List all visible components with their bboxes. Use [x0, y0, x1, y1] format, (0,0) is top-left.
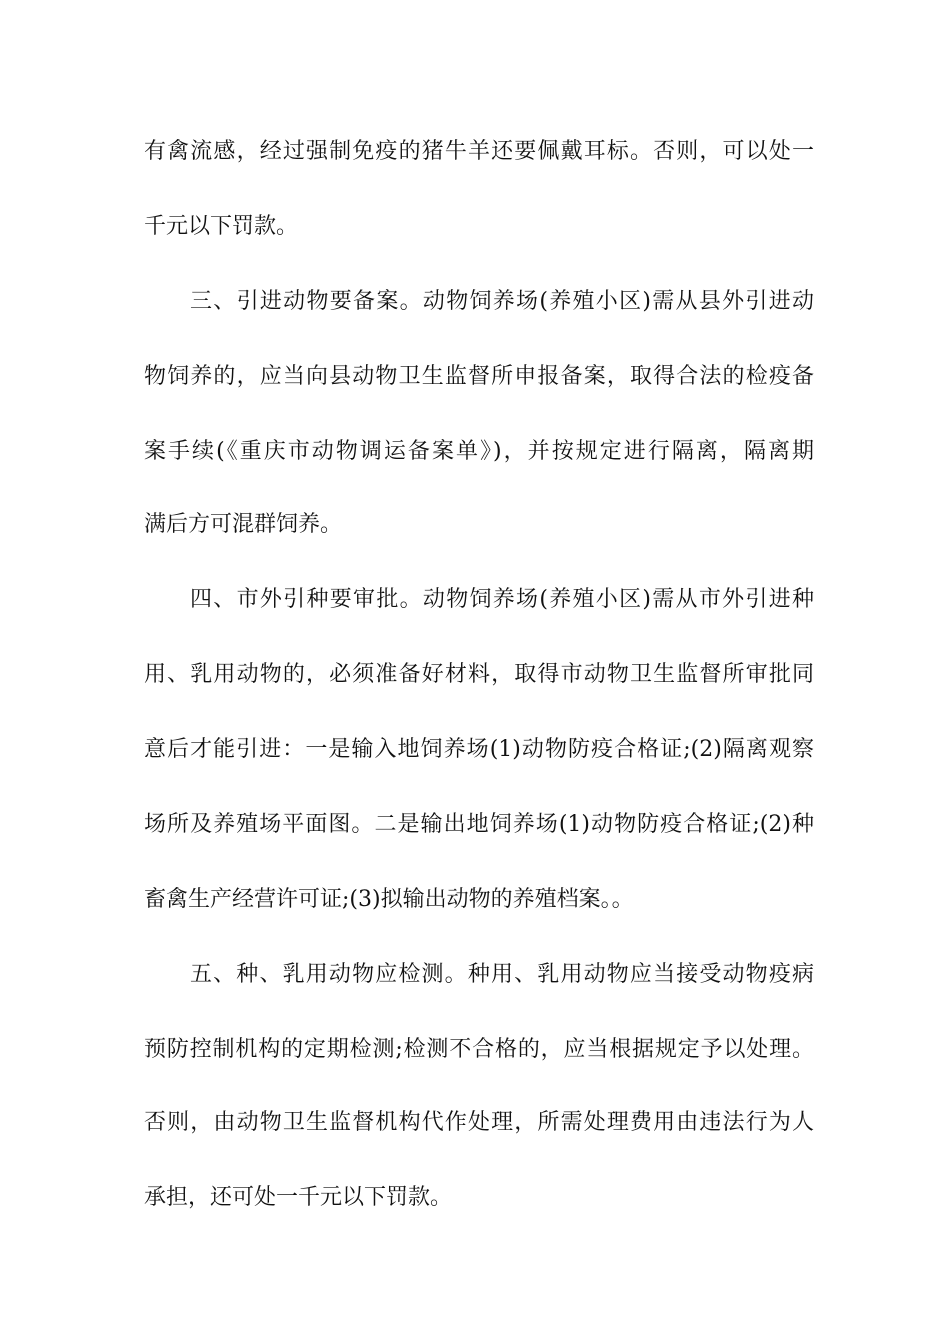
paragraph-1-line-2: 千元以下罚款。 — [144, 214, 299, 239]
paragraph-2-line-3: 案手续(《重庆市动物调运备案单》)，并按规定进行隔离，隔离期 — [144, 439, 814, 464]
paragraph-3-line-3: 意后才能引进：一是输入地饲养场(1)动物防疫合格证;(2)隔离观察 — [144, 737, 814, 762]
paragraph-2-line-1: 三、引进动物要备案。动物饲养场(养殖小区)需从县外引进动 — [190, 289, 814, 314]
paragraph-3-line-1: 四、市外引种要审批。动物饲养场(养殖小区)需从市外引进种 — [190, 587, 814, 612]
paragraph-4-line-1: 五、种、乳用动物应检测。种用、乳用动物应当接受动物疫病 — [190, 962, 814, 987]
paragraph-4-line-4: 承担，还可处一千元以下罚款。 — [144, 1185, 453, 1210]
paragraph-1-line-1: 有禽流感，经过强制免疫的猪牛羊还要佩戴耳标。否则，可以处一 — [144, 139, 814, 164]
paragraph-3-line-5: 畜禽生产经营许可证;(3)拟输出动物的养殖档案。。 — [144, 887, 634, 912]
paragraph-2-line-2: 物饲养的，应当向县动物卫生监督所申报备案，取得合法的检疫备 — [144, 364, 814, 389]
paragraph-4-line-3: 否则，由动物卫生监督机构代作处理，所需处理费用由违法行为人 — [144, 1110, 814, 1135]
paragraph-3-line-2: 用、乳用动物的，必须准备好材料，取得市动物卫生监督所审批同 — [144, 662, 814, 687]
paragraph-3-line-4: 场所及养殖场平面图。二是输出地饲养场(1)动物防疫合格证;(2)种 — [144, 812, 814, 837]
paragraph-4-line-2: 预防控制机构的定期检测;检测不合格的，应当根据规定予以处理。 — [144, 1037, 814, 1062]
paragraph-2-line-4: 满后方可混群饲养。 — [144, 512, 343, 537]
